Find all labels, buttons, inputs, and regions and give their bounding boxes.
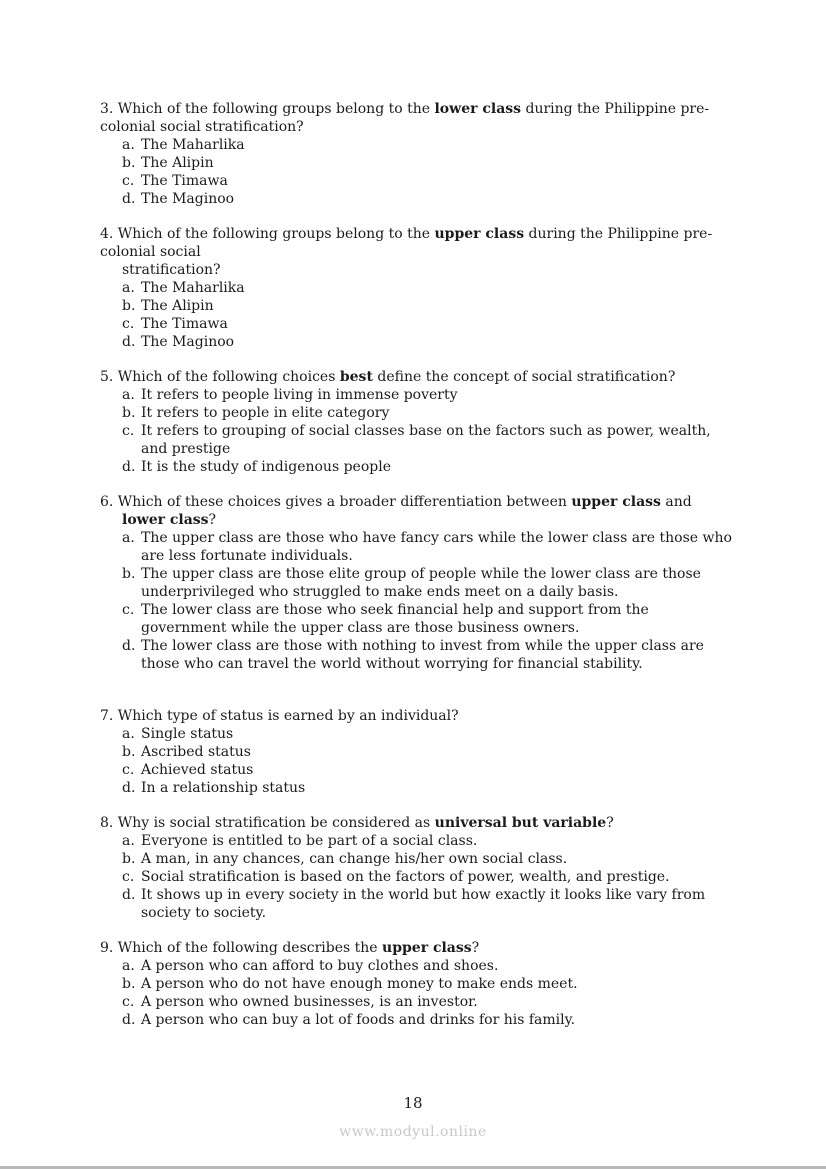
option-a bbox=[122, 529, 732, 565]
option-b bbox=[122, 154, 732, 172]
question-text-run: 9. Which of the following describes the bbox=[100, 940, 383, 956]
option-label: b. bbox=[122, 155, 136, 171]
option-text: It refers to people living in immense poverty bbox=[141, 387, 458, 403]
question-line bbox=[100, 368, 732, 386]
question-line bbox=[100, 511, 732, 529]
option-a bbox=[122, 725, 732, 743]
option-d bbox=[122, 637, 732, 673]
option-label: a. bbox=[122, 958, 135, 974]
option-b bbox=[122, 404, 732, 422]
question-text bbox=[100, 939, 732, 957]
option-label: d. bbox=[122, 638, 136, 654]
option-a bbox=[122, 957, 732, 975]
question-text-run: during the Philippine pre-colonial social bbox=[100, 226, 713, 260]
options-list bbox=[122, 136, 732, 208]
option-label: b. bbox=[122, 566, 136, 582]
option-c bbox=[122, 761, 732, 779]
options-list bbox=[122, 957, 732, 1029]
question-5 bbox=[100, 368, 732, 476]
question-line bbox=[100, 261, 732, 279]
question-text-run: ? bbox=[208, 512, 217, 528]
option-label: a. bbox=[122, 387, 135, 403]
option-d bbox=[122, 886, 732, 922]
option-label: c. bbox=[122, 423, 135, 439]
options-list bbox=[122, 279, 732, 351]
question-text-run: 8. Why is social stratification be considered as bbox=[100, 815, 435, 831]
option-text: The upper class are those who have fancy cars while the lower class are those who are less fortunate individuals. bbox=[141, 530, 732, 564]
option-b bbox=[122, 743, 732, 761]
option-text: Single status bbox=[141, 726, 234, 742]
watermark: www.modyul.online bbox=[339, 1124, 487, 1140]
option-label: d. bbox=[122, 334, 136, 350]
option-text: The Timawa bbox=[141, 316, 228, 332]
option-c bbox=[122, 993, 732, 1011]
question-text-run: ? bbox=[606, 815, 614, 831]
question-3 bbox=[100, 100, 732, 208]
option-text: The Alipin bbox=[141, 155, 214, 171]
question-line bbox=[100, 707, 732, 725]
option-text: The Maginoo bbox=[141, 191, 235, 207]
option-d bbox=[122, 190, 732, 208]
option-b bbox=[122, 297, 732, 315]
option-label: d. bbox=[122, 780, 136, 796]
question-line bbox=[100, 493, 732, 511]
option-d bbox=[122, 1011, 732, 1029]
option-text: The Maharlika bbox=[141, 280, 245, 296]
option-text: A person who can afford to buy clothes and shoes. bbox=[141, 958, 499, 974]
option-text: The Maginoo bbox=[141, 334, 235, 350]
option-c bbox=[122, 422, 732, 458]
question-text bbox=[100, 100, 732, 136]
options-list bbox=[122, 529, 732, 673]
option-label: a. bbox=[122, 726, 135, 742]
option-text: In a relationship status bbox=[141, 780, 306, 796]
question-text-run: during the Philippine pre-colonial social stratification? bbox=[100, 101, 710, 135]
option-a bbox=[122, 386, 732, 404]
question-8 bbox=[100, 814, 732, 922]
option-label: b. bbox=[122, 744, 136, 760]
option-text: The upper class are those elite group of people while the lower class are those underprivileged who struggled to make ends meet on a daily basis. bbox=[141, 566, 701, 600]
option-text: The Maharlika bbox=[141, 137, 245, 153]
question-text-run: 6. Which of these choices gives a broader differentiation between bbox=[100, 494, 572, 510]
option-label: a. bbox=[122, 280, 135, 296]
option-text: Social stratification is based on the factors of power, wealth, and prestige. bbox=[141, 869, 670, 885]
option-d bbox=[122, 333, 732, 351]
question-text bbox=[100, 814, 732, 832]
question-text-run: define the concept of social stratification? bbox=[372, 369, 676, 385]
question-7 bbox=[100, 707, 732, 797]
question-4 bbox=[100, 225, 732, 351]
option-d bbox=[122, 779, 732, 797]
option-b bbox=[122, 850, 732, 868]
question-text-run: 3. Which of the following groups belong to the bbox=[100, 101, 435, 117]
question-text bbox=[100, 225, 732, 279]
option-text: A person who can buy a lot of foods and drinks for his family. bbox=[141, 1012, 576, 1028]
question-text-run: stratification? bbox=[122, 262, 221, 278]
question-text-bold: upper class bbox=[434, 226, 525, 242]
option-b bbox=[122, 975, 732, 993]
question-text-run: 5. Which of the following choices bbox=[100, 369, 340, 385]
option-label: a. bbox=[122, 530, 135, 546]
options-list bbox=[122, 725, 732, 797]
question-text-run: 7. Which type of status is earned by an individual? bbox=[100, 708, 459, 724]
option-label: d. bbox=[122, 191, 136, 207]
question-line bbox=[100, 225, 732, 261]
option-text: A person who do not have enough money to make ends meet. bbox=[141, 976, 578, 992]
option-label: d. bbox=[122, 1012, 136, 1028]
option-label: c. bbox=[122, 316, 135, 332]
option-a bbox=[122, 279, 732, 297]
options-list bbox=[122, 832, 732, 922]
option-a bbox=[122, 136, 732, 154]
option-text: The lower class are those with nothing to invest from while the upper class are those who can travel the world without worrying for financial stability. bbox=[141, 638, 704, 672]
option-c bbox=[122, 601, 732, 637]
question-text-run: and bbox=[660, 494, 692, 510]
option-c bbox=[122, 315, 732, 333]
option-label: a. bbox=[122, 137, 135, 153]
option-text: It refers to grouping of social classes base on the factors such as power, wealth, and prestige bbox=[141, 423, 711, 457]
question-text-bold: upper class bbox=[382, 940, 472, 956]
question-list bbox=[100, 100, 732, 1046]
option-label: c. bbox=[122, 869, 135, 885]
option-text: The lower class are those who seek financial help and support from the government while the upper class are those business owners. bbox=[141, 602, 649, 636]
option-label: c. bbox=[122, 994, 135, 1010]
option-c bbox=[122, 172, 732, 190]
option-text: The Timawa bbox=[141, 173, 228, 189]
question-text-bold: lower class bbox=[434, 101, 522, 117]
question-text-run: 4. Which of the following groups belong to the bbox=[100, 226, 435, 242]
option-label: c. bbox=[122, 602, 135, 618]
option-label: b. bbox=[122, 976, 136, 992]
question-line bbox=[100, 814, 732, 832]
option-text: A person who owned businesses, is an investor. bbox=[141, 994, 478, 1010]
option-label: d. bbox=[122, 459, 136, 475]
question-text bbox=[100, 368, 732, 386]
option-label: b. bbox=[122, 851, 136, 867]
option-b bbox=[122, 565, 732, 601]
option-a bbox=[122, 832, 732, 850]
options-list bbox=[122, 386, 732, 476]
page-number: 18 bbox=[403, 1094, 423, 1112]
option-label: a. bbox=[122, 833, 135, 849]
option-text: Ascribed status bbox=[141, 744, 251, 760]
option-text: Achieved status bbox=[141, 762, 254, 778]
option-label: c. bbox=[122, 173, 135, 189]
question-line bbox=[100, 100, 732, 136]
question-text-bold: universal but variable bbox=[434, 815, 607, 831]
option-label: b. bbox=[122, 298, 136, 314]
option-text: It refers to people in elite category bbox=[141, 405, 390, 421]
question-line bbox=[100, 939, 732, 957]
option-label: d. bbox=[122, 887, 136, 903]
option-text: Everyone is entitled to be part of a social class. bbox=[141, 833, 478, 849]
question-6 bbox=[100, 493, 732, 673]
question-9 bbox=[100, 939, 732, 1029]
option-text: It is the study of indigenous people bbox=[141, 459, 391, 475]
option-d bbox=[122, 458, 732, 476]
option-label: b. bbox=[122, 405, 136, 421]
question-text-bold: lower class bbox=[122, 512, 209, 528]
option-text: It shows up in every society in the world but how exactly it looks like vary from society to society. bbox=[141, 887, 706, 921]
question-text-bold: best bbox=[339, 369, 373, 385]
question-text-bold: upper class bbox=[571, 494, 661, 510]
option-label: c. bbox=[122, 762, 135, 778]
question-text-run: ? bbox=[471, 940, 480, 956]
option-c bbox=[122, 868, 732, 886]
question-text bbox=[100, 707, 732, 725]
option-text: A man, in any chances, can change his/her own social class. bbox=[141, 851, 568, 867]
option-text: The Alipin bbox=[141, 298, 214, 314]
question-text bbox=[100, 493, 732, 529]
